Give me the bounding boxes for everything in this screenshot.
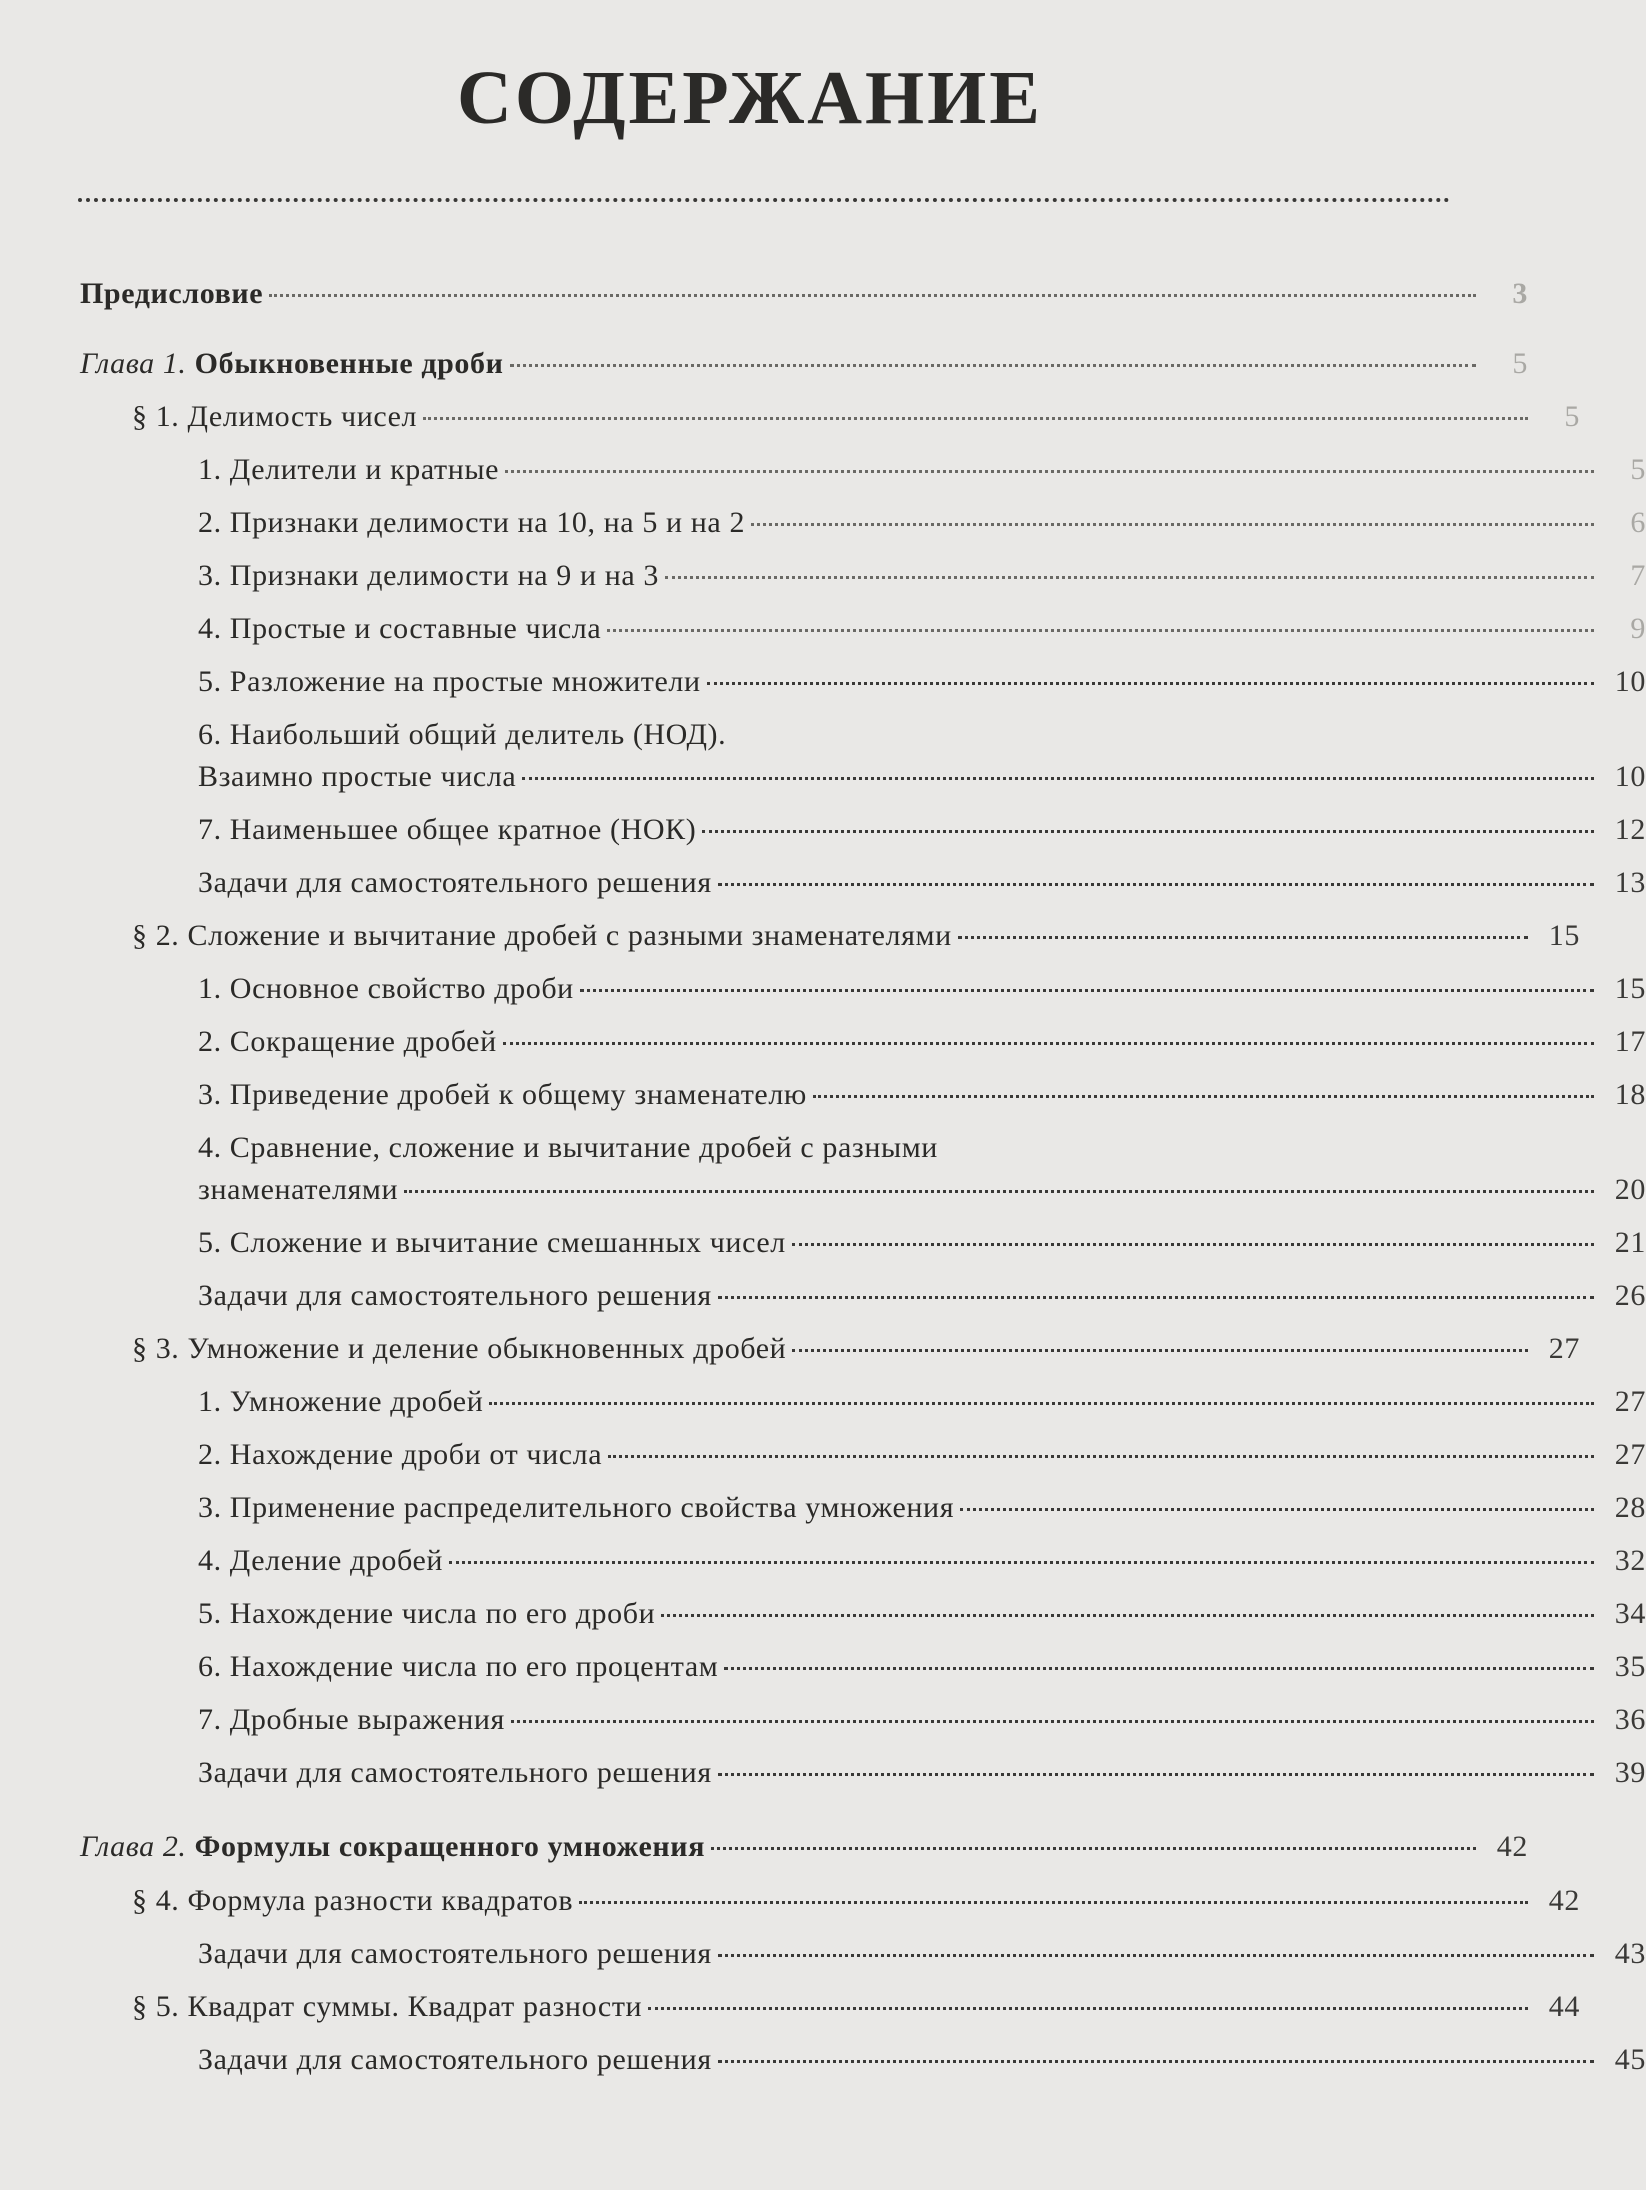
dot-leader — [724, 1667, 1594, 1670]
page-number: 20 — [1614, 1173, 1646, 1206]
toc-entry-section-2[interactable] — [0, 919, 1580, 959]
dot-leader — [665, 576, 1594, 579]
dot-leader — [510, 364, 1476, 367]
dot-leader — [958, 936, 1528, 939]
page-number: 13 — [1614, 866, 1646, 899]
toc-entry-section-5[interactable] — [0, 1990, 1580, 2030]
dot-leader — [661, 1614, 1594, 1617]
entry-title: 3. Применение распределительного свойства умножения — [198, 1491, 955, 1524]
dot-leader — [269, 294, 1476, 297]
page-number: 42 — [1496, 1830, 1528, 1863]
entry-title: 1. Основное свойство дроби — [198, 972, 574, 1005]
dot-leader — [718, 1296, 1594, 1299]
toc-entry-subsection[interactable] — [0, 612, 1646, 652]
toc-entry-preface[interactable] — [0, 277, 1528, 317]
entry-title: § 2. Сложение и вычитание дробей с разными знаменателями — [132, 919, 952, 952]
page-number: 34 — [1614, 1597, 1646, 1630]
page-number: 6 — [1630, 506, 1646, 539]
toc-entry-subsection[interactable] — [0, 559, 1646, 599]
chapter-label: Глава 2. — [80, 1830, 187, 1863]
page-number: 45 — [1614, 2043, 1646, 2076]
toc-entry-subsection-line-1[interactable] — [0, 1131, 1646, 1171]
dot-leader — [607, 629, 1594, 632]
page-number: 43 — [1614, 1937, 1646, 1970]
page-number: 7 — [1630, 559, 1646, 592]
dot-leader — [423, 417, 1528, 420]
entry-title: 5. Нахождение числа по его дроби — [198, 1597, 656, 1630]
toc-entry-subsection[interactable] — [0, 972, 1646, 1012]
dot-leader — [580, 989, 1594, 992]
toc-entry-subsection[interactable] — [0, 1650, 1646, 1690]
toc-entry-subsection-line-2[interactable] — [0, 1173, 1646, 1213]
entry-title: 4. Простые и составные числа — [198, 612, 602, 645]
page-number: 28 — [1614, 1491, 1646, 1524]
toc-entry-subsection[interactable] — [0, 453, 1646, 493]
page-number: 21 — [1614, 1226, 1646, 1259]
toc-entry-chapter-2[interactable] — [0, 1830, 1528, 1870]
toc-entry-section-1[interactable] — [0, 400, 1580, 440]
dot-leader — [522, 777, 1594, 780]
toc-entry-subsection[interactable] — [0, 1544, 1646, 1584]
entry-title: § 5. Квадрат суммы. Квадрат разности — [132, 1990, 643, 2023]
entry-title: § 4. Формула разности квадратов — [132, 1884, 574, 1917]
toc-entry-subsection[interactable] — [0, 1703, 1646, 1743]
dot-leader — [718, 883, 1594, 886]
entry-title: Задачи для самостоятельного решения — [198, 866, 712, 899]
dot-leader — [648, 2007, 1528, 2010]
entry-title: Задачи для самостоятельного решения — [198, 1937, 712, 1970]
page-number: 10 — [1614, 665, 1646, 698]
dot-leader — [813, 1095, 1594, 1098]
entry-title: § 1. Делимость чисел — [132, 400, 418, 433]
dot-leader — [751, 523, 1594, 526]
entry-title: 5. Разложение на простые множители — [198, 665, 701, 698]
page-number: 27 — [1614, 1438, 1646, 1471]
toc-entry-subsection-line-2[interactable] — [0, 760, 1646, 800]
page-number: 12 — [1614, 813, 1646, 846]
entry-title: 1. Умножение дробей — [198, 1385, 484, 1418]
entry-title: 2. Нахождение дроби от числа — [198, 1438, 603, 1471]
toc-entry-chapter-1[interactable] — [0, 347, 1528, 387]
toc-entry-subsection-line-1[interactable] — [0, 718, 1646, 758]
page-number: 3 — [1512, 277, 1528, 310]
entry-title: Формулы сокращенного умножения — [194, 1830, 706, 1863]
entry-title: 1. Делители и кратные — [198, 453, 500, 486]
entry-title: 2. Признаки делимости на 10, на 5 и на 2 — [198, 506, 746, 539]
toc-entry-exercises[interactable] — [0, 866, 1646, 906]
toc-entry-section-3[interactable] — [0, 1332, 1580, 1372]
dot-leader — [511, 1720, 1594, 1723]
page-number: 32 — [1614, 1544, 1646, 1577]
toc-entry-subsection[interactable] — [0, 813, 1646, 853]
entry-title: 5. Сложение и вычитание смешанных чисел — [198, 1226, 786, 1259]
entry-title: 6. Наибольший общий делитель (НОД). — [198, 718, 727, 751]
entry-title: 4. Деление дробей — [198, 1544, 444, 1577]
dot-leader — [505, 470, 1594, 473]
entry-title: Предисловие — [80, 277, 264, 310]
entry-title: 7. Наименьшее общее кратное (НОК) — [198, 813, 697, 846]
page-number: 5 — [1630, 453, 1646, 486]
page-number: 36 — [1614, 1703, 1646, 1736]
entry-title-continuation: Взаимно простые числа — [198, 760, 517, 793]
toc-entry-exercises[interactable] — [0, 1279, 1646, 1319]
toc-entry-exercises[interactable] — [0, 2043, 1646, 2083]
dot-leader — [702, 830, 1594, 833]
dot-leader — [489, 1402, 1594, 1405]
page-number: 15 — [1614, 972, 1646, 1005]
dot-leader — [792, 1243, 1594, 1246]
dot-leader — [718, 2060, 1594, 2063]
toc-entry-subsection[interactable] — [0, 1385, 1646, 1425]
entry-title: § 3. Умножение и деление обыкновенных дробей — [132, 1332, 787, 1365]
page-number: 9 — [1630, 612, 1646, 645]
dot-leader — [608, 1455, 1594, 1458]
page-title: СОДЕРЖАНИЕ — [457, 56, 1043, 140]
dot-leader — [718, 1954, 1594, 1957]
dot-leader — [960, 1508, 1594, 1511]
toc-entry-exercises[interactable] — [0, 1937, 1646, 1977]
dot-leader — [579, 1901, 1528, 1904]
entry-title: Задачи для самостоятельного решения — [198, 1279, 712, 1312]
entry-title: 2. Сокращение дробей — [198, 1025, 497, 1058]
entry-title: 3. Приведение дробей к общему знаменателю — [198, 1078, 807, 1111]
page-number: 44 — [1548, 1990, 1580, 2023]
page-number: 39 — [1614, 1756, 1646, 1789]
entry-title: 6. Нахождение числа по его процентам — [198, 1650, 719, 1683]
page-number: 5 — [1564, 400, 1580, 433]
page-number: 5 — [1512, 347, 1528, 380]
toc-entry-subsection[interactable] — [0, 1078, 1646, 1118]
toc-entry-section-4[interactable] — [0, 1884, 1580, 1924]
page-number: 18 — [1614, 1078, 1646, 1111]
entry-title: Задачи для самостоятельного решения — [198, 2043, 712, 2076]
dot-leader — [711, 1847, 1476, 1850]
entry-title: Задачи для самостоятельного решения — [198, 1756, 712, 1789]
dot-leader — [707, 682, 1594, 685]
page-number: 35 — [1614, 1650, 1646, 1683]
page-number: 27 — [1548, 1332, 1580, 1365]
toc-entry-subsection[interactable] — [0, 665, 1646, 705]
chapter-label: Глава 1. — [80, 347, 187, 380]
dot-leader — [449, 1561, 1594, 1564]
dot-leader — [792, 1349, 1528, 1352]
page-number: 17 — [1614, 1025, 1646, 1058]
page-number: 27 — [1614, 1385, 1646, 1418]
toc-entry-subsection[interactable] — [0, 1438, 1646, 1478]
entry-title-continuation: знаменателями — [198, 1173, 399, 1206]
page-number: 26 — [1614, 1279, 1646, 1312]
toc-entry-exercises[interactable] — [0, 1756, 1646, 1796]
dot-leader — [404, 1190, 1594, 1193]
toc-entry-subsection[interactable] — [0, 1491, 1646, 1531]
dot-leader — [718, 1773, 1594, 1776]
toc-entry-subsection[interactable] — [0, 1025, 1646, 1065]
toc-entry-subsection[interactable] — [0, 1226, 1646, 1266]
dot-leader — [503, 1042, 1594, 1045]
entry-title: 3. Признаки делимости на 9 и на 3 — [198, 559, 659, 592]
entry-title: 7. Дробные выражения — [198, 1703, 505, 1736]
toc-entry-subsection[interactable] — [0, 506, 1646, 546]
toc-entry-subsection[interactable] — [0, 1597, 1646, 1637]
entry-title: 4. Сравнение, сложение и вычитание дробей с разными — [198, 1131, 938, 1164]
page-number: 15 — [1548, 919, 1580, 952]
dotted-rule — [78, 198, 1450, 202]
entry-title: Обыкновенные дроби — [194, 347, 504, 380]
page-number: 10 — [1614, 760, 1646, 793]
page-number: 42 — [1548, 1884, 1580, 1917]
